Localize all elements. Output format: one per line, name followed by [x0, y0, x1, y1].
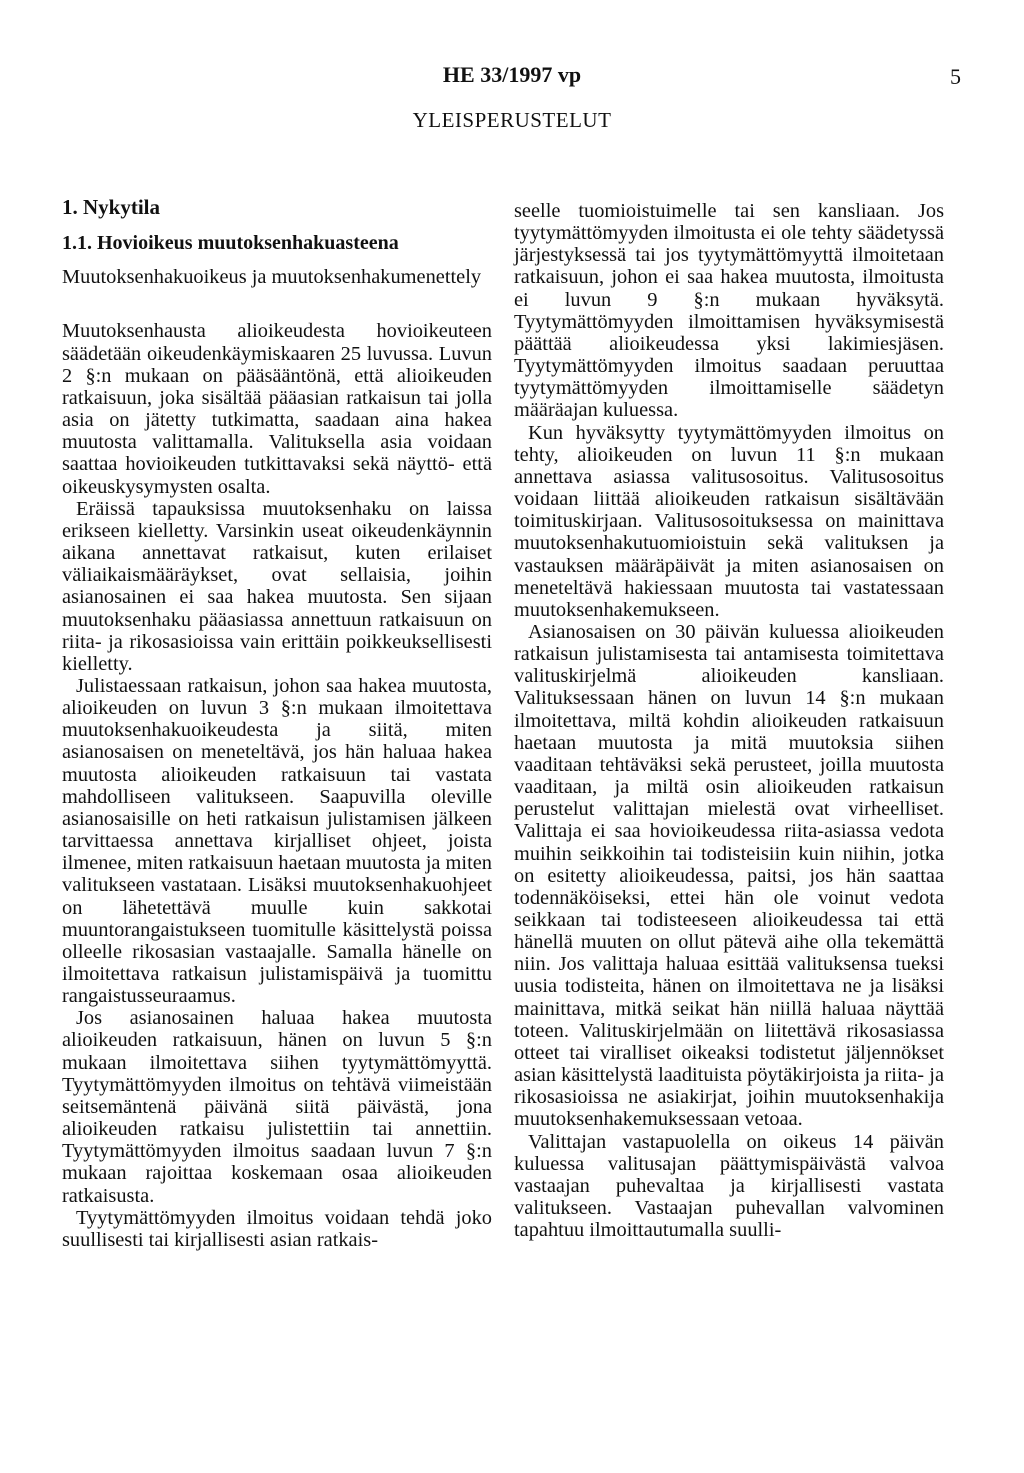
- heading-1: 1. Nykytila: [62, 195, 161, 219]
- section-heading: YLEISPERUSTELUT: [412, 108, 612, 132]
- right-column: [514, 200, 944, 1241]
- paragraph: Tyytymättömyyden ilmoitus voidaan tehdä joko suullisesti tai kirjallisesti asian ratkais-: [62, 1206, 492, 1251]
- document-id: HE 33/1997 vp: [442, 62, 582, 87]
- paragraph: Muutoksenhausta alioikeudesta hovioikeuteen säädetään oikeudenkäymiskaaren 25 luvussa. Luvun 2 §:n mukaan on pääsääntönä, että alioikeuden ratkaisuun, joka sisältää pääasian ratkaisun tai jolla asia on jätetty tutkimatta, saadaan aina hakea muutosta valittamalla. Valituksella asia voidaan saattaa hovioikeuden tutkittavaksi sekä näyttö- että oikeuskysymysten osalta.: [62, 320, 492, 498]
- paragraph: Eräissä tapauksissa muutoksenhaku on laissa erikseen kielletty. Varsinkin useat oikeudenkäynnin aikana annettavat ratkaisut, kuten erilaiset väliaikaismääräykset, ovat sellaisia, joihin asianosainen ei saa hakea muutosta. Sen sijaan muutoksenhaku pääasiassa annettuun ratkaisuun on riita- ja rikosasioissa vain erittäin poikkeuksellisesti kielletty.: [62, 497, 492, 675]
- paragraph: seelle tuomioistuimelle tai sen kansliaan. Jos tyytymättömyyden ilmoitusta ei ole tehty säädetyssä järjestyksessä tai jos tyytymättömyyttä ilmoitetaan ratkaisuun, johon ei saa hakea muutosta, ilmoitusta ei luvun 9 §:n mukaan hyväksytä. Tyytymättömyyden ilmoittamisen hyväksymisestä päättää alioikeudessa yksi lakimiesjäsen. Tyytymättömyyden ilmoitus saadaan peruuttaa tyytymättömyyden ilmoittamiselle säädetyn määräajan kuluessa.: [514, 200, 944, 422]
- paragraph: Asianosaisen on 30 päivän kuluessa alioikeuden ratkaisun julistamisesta tai antamisesta toimitettava valituskirjelmä alioikeuden kansliaan. Valituksessaan hänen on luvun 14 §:n mukaan ilmoitettava, miltä kohdin alioikeuden ratkaisuun haetaan muutosta ja mitä muutoksia siihen vaaditaan tehtäväksi sekä perusteet, joilla muutosta vaaditaan, ja miltä osin alioikeuden ratkaisun perustelut valittajan mielestä ovat virheelliset. Valittaja ei saa hovioikeudessa riita-asiassa vedota muihin seikkoihin tai todisteisiin kuin niihin, jotka on esitetty alioikeudessa, paitsi, jos hän saattaa todennäköiseksi, ettei hän ole voinut vedota seikkaan tai todisteeseen alioikeudessa tai että hänellä muuten on ollut pätevä aihe olla tekemättä niin. Jos valittaja haluaa esittää valituksensa tueksi uusia todisteita, hänen on ilmoitettava ne ja lisäksi mainittava, mitkä seikat hän niillä haluaa näyttää toteen. Valituskirjelmään on liitettävä rikosasiassa otteet tai viralliset oikeaksi todistetut jäljennökset asian käsittelystä laadituista pöytäkirjoista ja riita- ja rikosasioissa ne asiakirjat, joihin muutoksenhakija muutoksenhakemuksessaan vetoaa.: [514, 620, 944, 1131]
- subheading: Muutoksenhakuoikeus ja muutoksenhakumenettely: [62, 266, 482, 289]
- heading-1-1: 1.1. Hovioikeus muutoksenhakuasteena: [62, 232, 399, 255]
- paragraph: Julistaessaan ratkaisun, johon saa hakea muutosta, alioikeuden on luvun 3 §:n mukaan ilmoitettava muutoksenhakuoikeudesta ja siitä, miten asianosaisen on meneteltävä, jos hän haluaa hakea muutosta alioikeuden ratkaisuun tai vastata mahdolliseen valitukseen. Saapuvilla oleville asianosaisille on heti ratkaisun julistamisen jälkeen tarvittaessa annettava kirjalliset ohjeet, joista ilmenee, miten ratkaisuun haetaan muutosta ja miten valitukseen vastataan. Lisäksi muutoksenhakuohjeet on lähetettävä muulle kuin sakkotai muuntorangaistukseen tuomitulle käsittelystä poissa olleelle rikosasian vastaajalle. Samalla hänelle on ilmoitettava ratkaisun julistamispäivä ja tuomittu rangaistusseuraamus.: [62, 674, 492, 1008]
- paragraph: Jos asianosainen haluaa hakea muutosta alioikeuden ratkaisuun, hänen on luvun 5 §:n mukaan ilmoitettava siihen tyytymättömyyttä. Tyytymättömyyden ilmoitus on tehtävä viimeistään seitsemäntenä päivänä siitä päivästä, jona alioikeuden ratkaisu julistettiin tai annettiin. Tyytymättömyyden ilmoitus saadaan luvun 7 §:n mukaan rajoittaa koskemaan osaa alioikeuden ratkaisusta.: [62, 1007, 492, 1207]
- paragraph: Kun hyväksytty tyytymättömyyden ilmoitus on tehty, alioikeuden on luvun 11 §:n mukaan annettava asiassa valitusosoitus. Valitusosoitus voidaan liittää alioikeuden ratkaisun sisältävään toimituskirjaan. Valitusosoituksessa on mainittava muutoksenhakutuomioistuin sekä valituksen ja vastauksen määräpäivät ja miten asianosaisen on meneteltävä hakiessaan muutosta tai vastatessaan muutoksenhakemukseen.: [514, 421, 944, 621]
- page-number: 5: [950, 64, 961, 89]
- left-column: [62, 196, 492, 1251]
- paragraph: Valittajan vastapuolella on oikeus 14 päivän kuluessa valitusajan päättymispäivästä valvoa vastaajan puhevaltaa ja kirjallisesti vastata valitukseen. Vastaajan puhevallan valvominen tapahtuu ilmoittautumalla suulli-: [514, 1130, 944, 1242]
